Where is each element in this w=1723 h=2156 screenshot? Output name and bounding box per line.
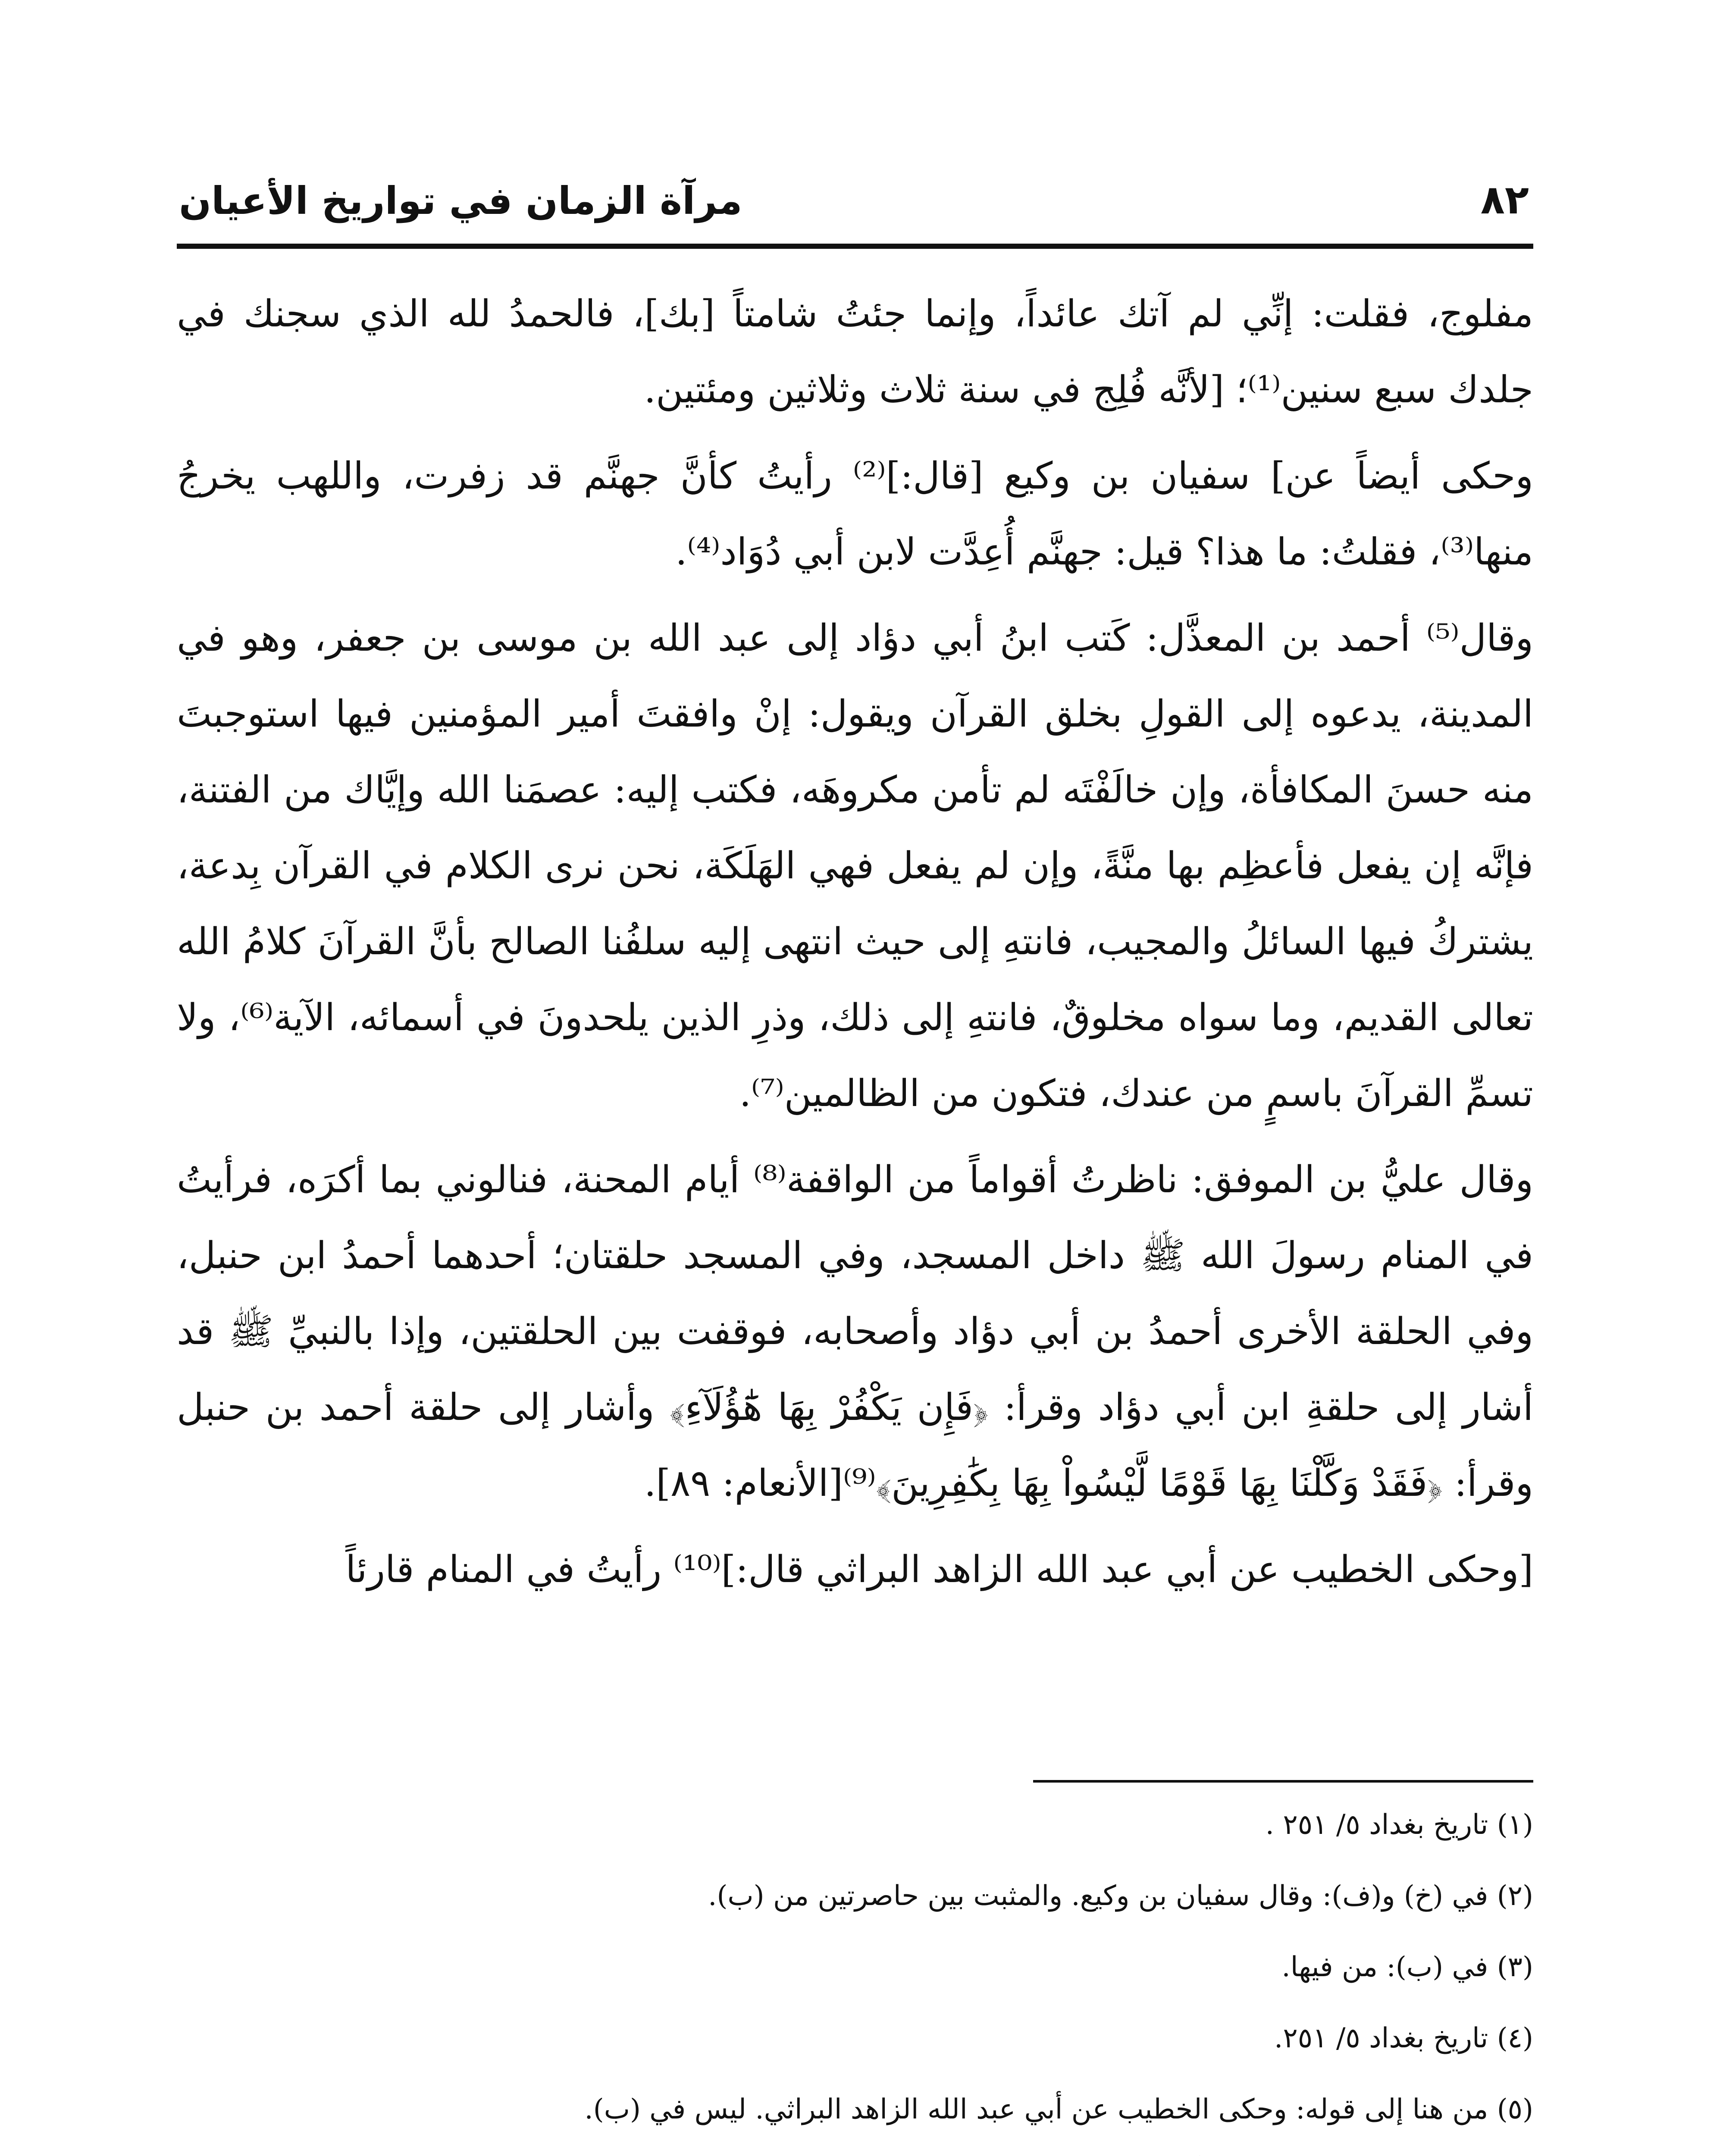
book-title: مرآة الزمان في تواريخ الأعيان — [179, 179, 742, 223]
page-number: ٨٢ — [1480, 177, 1529, 223]
paragraph-3: وقال⁽⁵⁾ أحمد بن المعذَّل: كَتب ابنُ أبي دؤاد إلى عبد الله بن موسى بن جعفر، وهو في المدينة، يدعوه إلى القولِ بخلق القرآن ويقول: إنْ وافقتَ أمير المؤمنين فيها استوجبتَ منه حسنَ المكافأة، وإن خالَفْتَه لم تأمن مكروهَه، فكتب إليه: عصمَنا الله وإيَّاك من الفتنة، فإنَّه إن يفعل فأعظِم بها منَّةً، وإن لم يفعل فهي الهَلَكَة، نحن نرى الكلام في القرآن بِدعة، يشتركُ فيها السائلُ والمجيب، فانتهِ إلى حيث انتهى إليه سلفُنا الصالح بأنَّ القرآنَ كلامُ الله تعالى القديم، وما سواه مخلوقٌ، فانتهِ إلى ذلك، وذرِ الذين يلحدونَ في أسمائه، الآية⁽⁶⁾، ولا تسمِّ القرآنَ باسمٍ من عندك، فتكون من الظالمين⁽⁷⁾. — [177, 617, 1533, 1115]
footnote-divider — [1033, 1780, 1533, 1783]
footnote-4: (٤) تاريخ بغداد ٥/ ٢٥١. — [1274, 2022, 1533, 2054]
footnote-2: (٢) في (خ) و(ف): وقال سفيان بن وكيع. والمثبت بين حاصرتين من (ب). — [708, 1880, 1533, 1912]
footnote-3: (٣) في (ب): من فيها. — [1281, 1951, 1533, 1983]
footnotes — [177, 1789, 1533, 2156]
paragraph-2: وحكى أيضاً عن] سفيان بن وكيع [قال:]⁽²⁾ رأيتُ كأنَّ جهنَّم قد زفرت، واللهب يخرجُ منها⁽³⁾، فقلتُ: ما هذا؟ قيل: جهنَّم أُعِدَّت لابن أبي دُوَاد⁽⁴⁾. — [177, 454, 1533, 573]
paragraph-4: وقال عليُّ بن الموفق: ناظرتُ أقواماً من الواقفة⁽⁸⁾ أيام المحنة، فنالوني بما أكرَه، فرأيتُ في المنام رسولَ الله ﷺ داخل المسجد، وفي المسجد حلقتان؛ أحدهما أحمدُ ابن حنبل، وفي الحلقة الأخرى أحمدُ بن أبي دؤاد وأصحابه، فوقفت بين الحلقتين، وإذا بالنبيِّ ﷺ قد أشار إلى حلقةِ ابن أبي دؤاد وقرأ: ﴿فَإِن يَكْفُرْ بِهَا هَٰٓؤُلَآءِ﴾ وأشار إلى حلقة أحمد بن حنبل وقرأ: ﴿فَقَدْ وَكَّلْنَا بِهَا قَوْمًا لَّيْسُواْ بِهَا بِكَٰفِرِينَ﴾⁽⁹⁾[الأنعام: ٨٩]. — [177, 1158, 1533, 1505]
footnote-1: (١) تاريخ بغداد ٥/ ٢٥١ . — [1265, 1809, 1533, 1841]
paragraph-5: [وحكى الخطيب عن أبي عبد الله الزاهد البراثي قال:]⁽¹⁰⁾ رأيتُ في المنام قارئاً — [345, 1548, 1533, 1591]
footnote-6 — [177, 2145, 1533, 2156]
main-text — [177, 276, 1533, 1618]
header-divider — [177, 244, 1533, 249]
footnote-5: (٥) من هنا إلى قوله: وحكى الخطيب عن أبي عبد الله الزاهد البراثي. ليس في (ب). — [584, 2093, 1533, 2125]
paragraph-1: مفلوج، فقلت: إنِّي لم آتك عائداً، وإنما جئتُ شامتاً [بك]، فالحمدُ لله الذي سجنك في جلدك سبع سنين⁽¹⁾؛ [لأنَّه فُلِج في سنة ثلاث وثلاثين ومئتين. — [177, 292, 1533, 411]
running-header — [179, 160, 1529, 223]
